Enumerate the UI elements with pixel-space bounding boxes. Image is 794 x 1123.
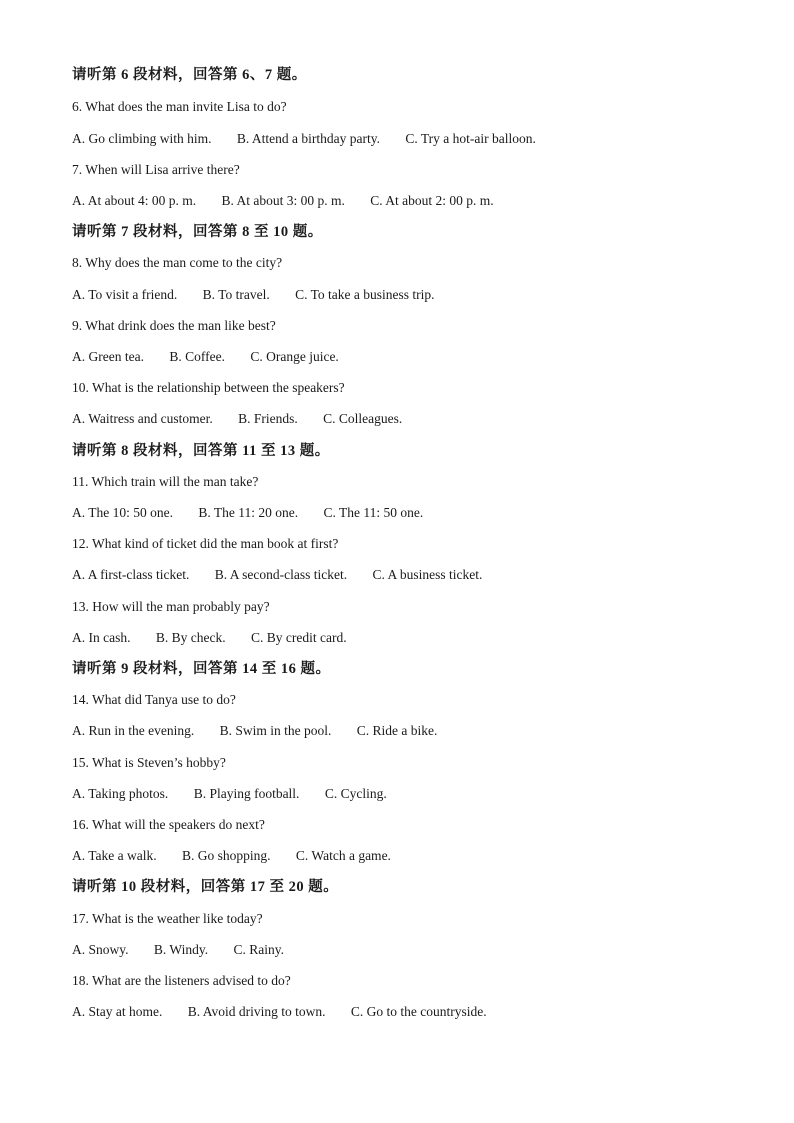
- option-a: A. A first-class ticket.: [72, 567, 190, 582]
- option-b: B. At about 3: 00 p. m.: [221, 193, 345, 208]
- question-12: 12. What kind of ticket did the man book at first?: [72, 536, 339, 551]
- option-b: B. Attend a birthday party.: [236, 131, 380, 146]
- option-a: A. Go climbing with him.: [72, 131, 212, 146]
- option-c: C. Cycling.: [324, 786, 387, 801]
- options-row-18: [72, 1003, 487, 1021]
- question-6: 6. What does the man invite Lisa to do?: [72, 99, 287, 114]
- options-row-11: [72, 504, 423, 522]
- options-row-7: [72, 192, 494, 210]
- option-a: A. To visit a friend.: [72, 287, 178, 302]
- section-heading: 请听第 9 段材料，回答第 14 至 16 题。: [72, 661, 331, 677]
- option-b: B. Swim in the pool.: [219, 723, 332, 738]
- options-row-17: [72, 941, 284, 959]
- question-18: 18. What are the listeners advised to do?: [72, 973, 291, 988]
- question-11: 11. Which train will the man take?: [72, 474, 259, 489]
- option-a: A. Stay at home.: [72, 1004, 163, 1019]
- options-row-10: [72, 410, 402, 428]
- options-row-15: [72, 785, 387, 803]
- options-row-16: [72, 847, 391, 865]
- question-14: 14. What did Tanya use to do?: [72, 692, 236, 707]
- question-7: 7. When will Lisa arrive there?: [72, 162, 240, 177]
- question-17: 17. What is the weather like today?: [72, 911, 263, 926]
- option-c: C. At about 2: 00 p. m.: [370, 193, 494, 208]
- option-b: B. Windy.: [153, 942, 209, 957]
- options-row-8: [72, 286, 435, 304]
- option-c: C. Colleagues.: [323, 411, 403, 426]
- option-a: A. The 10: 50 one.: [72, 505, 173, 520]
- option-c: C. Ride a bike.: [356, 723, 438, 738]
- option-a: A. Green tea.: [72, 349, 144, 364]
- option-a: A. Waitress and customer.: [72, 411, 213, 426]
- option-c: C. A business ticket.: [372, 567, 483, 582]
- section-heading: 请听第 8 段材料，回答第 11 至 13 题。: [72, 443, 330, 459]
- section-heading: 请听第 10 段材料，回答第 17 至 20 题。: [72, 879, 339, 895]
- option-a: A. Snowy.: [72, 942, 129, 957]
- question-9: 9. What drink does the man like best?: [72, 318, 276, 333]
- option-b: B. To travel.: [202, 287, 270, 302]
- section-heading: 请听第 7 段材料，回答第 8 至 10 题。: [72, 224, 323, 240]
- option-c: C. Go to the countryside.: [350, 1004, 487, 1019]
- section-heading: 请听第 6 段材料，回答第 6、7 题。: [72, 67, 307, 83]
- option-a: A. Run in the evening.: [72, 723, 195, 738]
- question-15: 15. What is Steven’s hobby?: [72, 755, 226, 770]
- option-b: B. Coffee.: [169, 349, 225, 364]
- option-b: B. A second-class ticket.: [214, 567, 348, 582]
- question-10: 10. What is the relationship between the speakers?: [72, 380, 345, 395]
- option-b: B. Go shopping.: [182, 848, 271, 863]
- option-c: C. Watch a game.: [295, 848, 391, 863]
- option-a: A. In cash.: [72, 630, 131, 645]
- option-c: C. Orange juice.: [250, 349, 339, 364]
- option-b: B. By check.: [155, 630, 226, 645]
- option-c: C. Try a hot-air balloon.: [405, 131, 536, 146]
- option-c: C. The 11: 50 one.: [323, 505, 424, 520]
- options-row-6: [72, 130, 536, 148]
- question-8: 8. Why does the man come to the city?: [72, 255, 283, 270]
- option-b: B. Playing football.: [193, 786, 300, 801]
- option-b: B. Friends.: [238, 411, 298, 426]
- option-a: A. At about 4: 00 p. m.: [72, 193, 197, 208]
- option-c: C. By credit card.: [250, 630, 347, 645]
- option-c: C. Rainy.: [233, 942, 284, 957]
- option-a: A. Take a walk.: [72, 848, 157, 863]
- options-row-13: [72, 629, 347, 647]
- option-a: A. Taking photos.: [72, 786, 169, 801]
- option-c: C. To take a business trip.: [295, 287, 435, 302]
- question-13: 13. How will the man probably pay?: [72, 599, 270, 614]
- options-row-14: [72, 722, 437, 740]
- option-b: B. Avoid driving to town.: [187, 1004, 326, 1019]
- question-16: 16. What will the speakers do next?: [72, 817, 265, 832]
- option-b: B. The 11: 20 one.: [198, 505, 299, 520]
- options-row-12: [72, 566, 482, 584]
- options-row-9: [72, 348, 339, 366]
